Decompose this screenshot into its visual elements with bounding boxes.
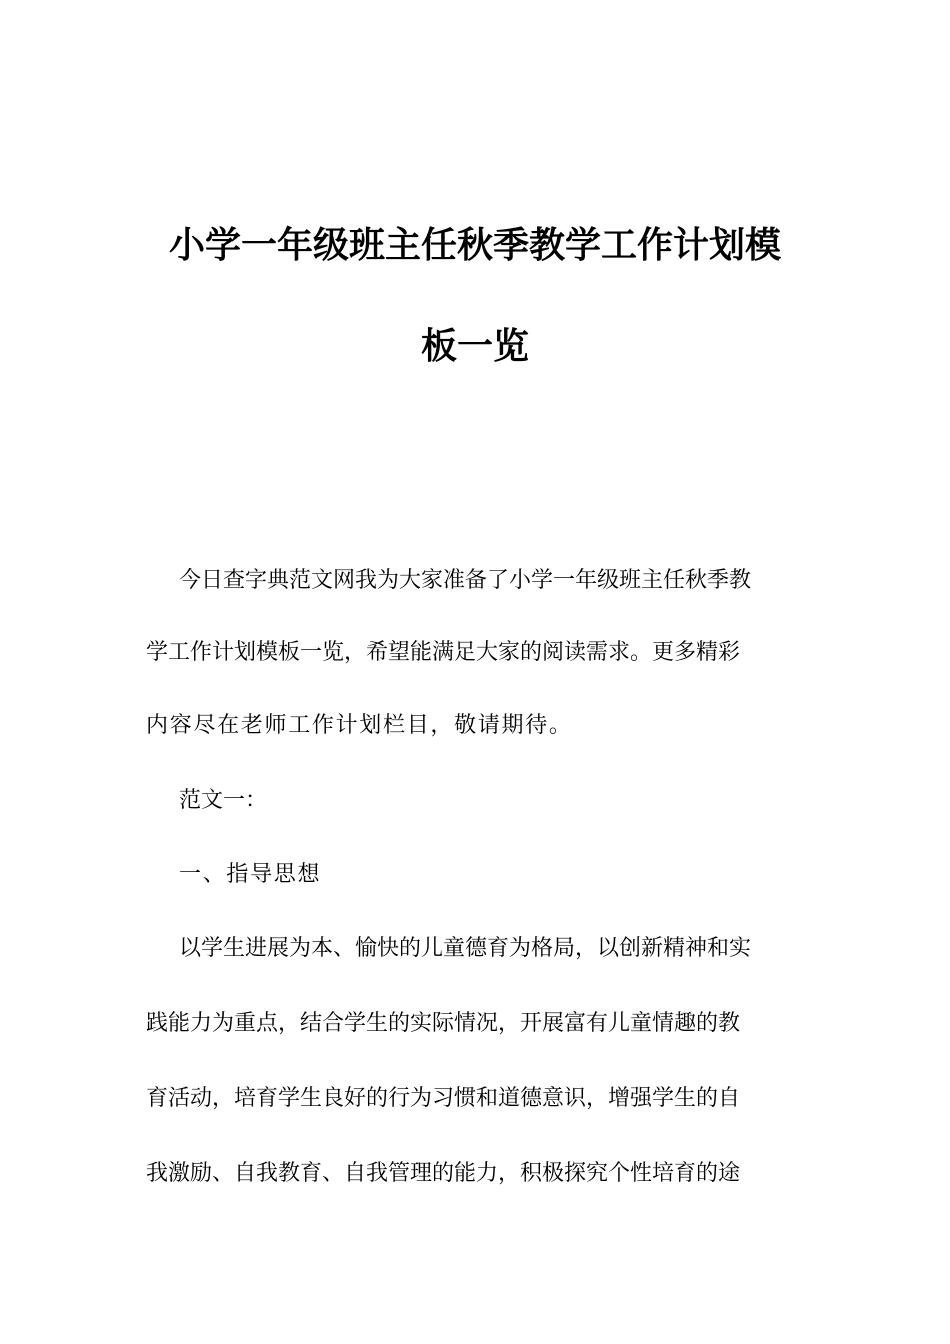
intro-line-2: 学工作计划模板一览，希望能满足大家的阅读需求。更多精彩 <box>146 640 741 665</box>
sample-label: 范文一： <box>179 788 268 813</box>
body-line-3: 育活动，培育学生良好的行为习惯和道德意识，增强学生的自 <box>146 1086 741 1111</box>
body-line-1: 以学生进展为本、愉快的儿童德育为格局，以创新精神和实 <box>179 936 752 961</box>
intro-line-1: 今日查字典范文网我为大家准备了小学一年级班主任秋季教 <box>179 568 752 593</box>
body-line-2: 践能力为重点，结合学生的实际情况，开展富有儿童情趣的教 <box>146 1011 741 1036</box>
document-title-line-2: 板一览 <box>420 326 529 367</box>
body-line-4: 我激励、自我教育、自我管理的能力，积极探究个性培育的途 <box>146 1161 741 1186</box>
section-heading: 一、指导思想 <box>179 862 322 887</box>
document-title-line-1: 小学一年级班主任秋季教学工作计划模 <box>168 225 781 266</box>
intro-line-3: 内容尽在老师工作计划栏目，敬请期待。 <box>146 713 573 738</box>
